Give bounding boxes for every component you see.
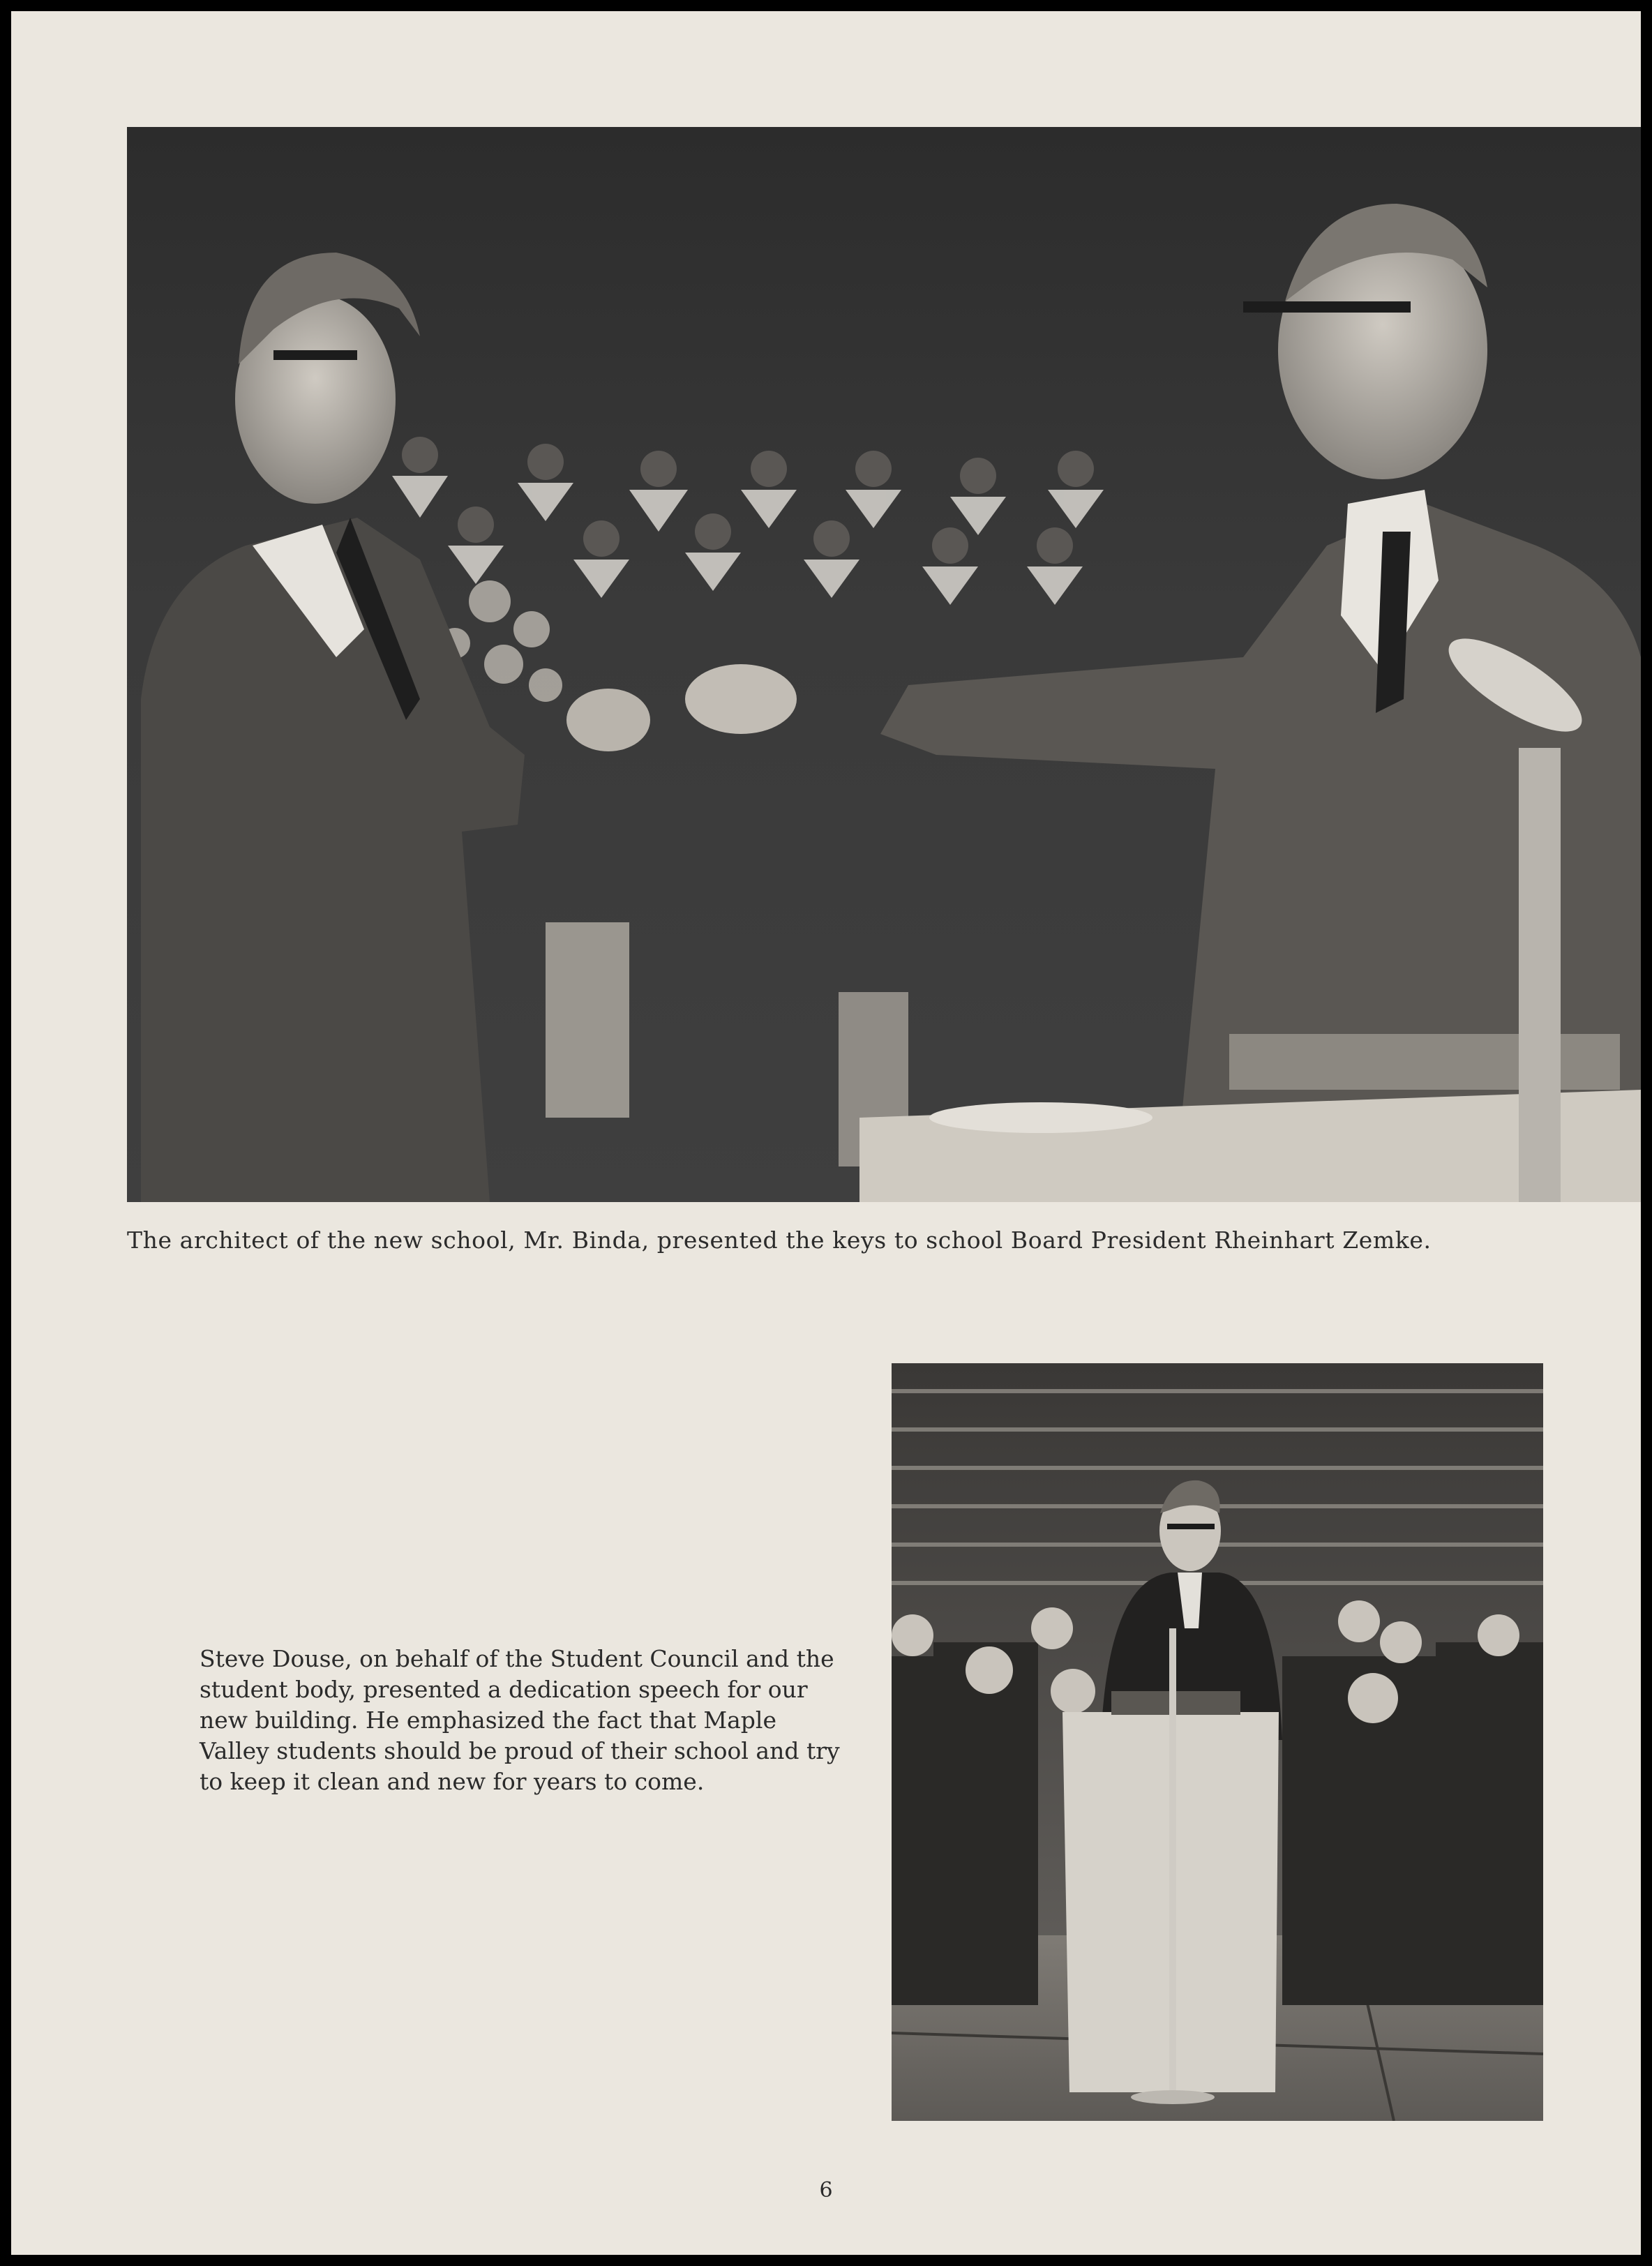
dedication-speech-image bbox=[892, 1363, 1543, 2121]
caption-key-presentation: The architect of the new school, Mr. Binda, presented the keys to school Board President Rheinhart Zemke. bbox=[127, 1226, 1432, 1254]
photo-dedication-speech bbox=[892, 1363, 1543, 2121]
caption-dedication-speech: Steve Douse, on behalf of the Student Council and the student body, presented a dedication speech for our new building. He emphasized the fact that Maple Valley students should be proud of their school and try to keep it clean and new for years to come. bbox=[200, 1645, 840, 1795]
yearbook-page bbox=[11, 11, 1641, 2255]
key-presentation-image bbox=[127, 127, 1641, 1202]
photo-key-presentation bbox=[127, 127, 1641, 1202]
page-number: 6 bbox=[819, 2178, 833, 2203]
